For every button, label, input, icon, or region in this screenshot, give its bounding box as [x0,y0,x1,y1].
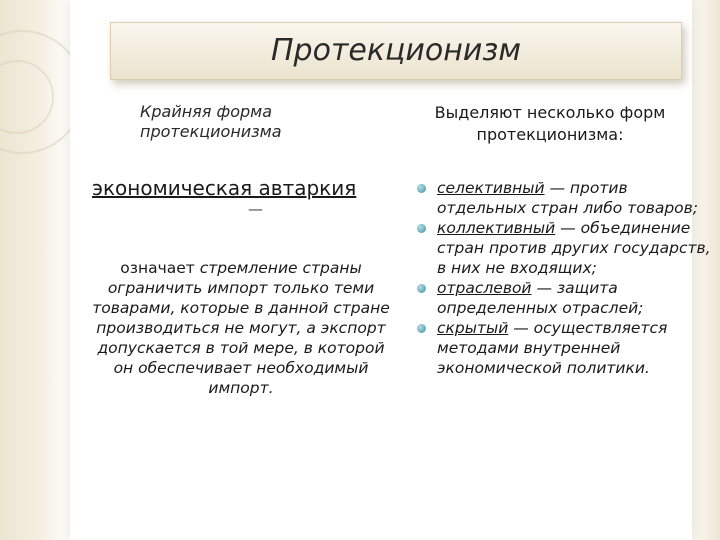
form-description: — против отдельных стран либо товаров; [437,179,699,217]
bullet-icon [417,324,426,333]
bullet-icon [417,224,426,233]
title-bar [110,22,682,80]
list-item [415,318,715,378]
form-description: — объединение стран против других государств, в них не входящих; [437,219,711,277]
form-term: отраслевой [437,279,532,297]
slide-title: Протекционизм [271,33,521,68]
left-column-heading: Крайняя форма протекционизма [140,102,282,141]
right-column-heading: Выделяют несколько форм протекционизма: [434,103,666,144]
definition-lead: означает [120,259,200,277]
protectionism-forms-list [415,178,715,378]
definition-text: стремление страны ограничить импорт только теми товарами, которые в данной стране производиться не могут, а экспорт допускается в той мере, в которой он обеспечивает необходимый импорт. [92,259,390,397]
term-dash: — [248,200,263,218]
form-term: коллективный [437,219,556,237]
form-description: — защита определенных отраслей; [437,279,644,317]
form-term: селективный [437,179,545,197]
list-item [415,178,715,218]
bullet-icon [417,184,426,193]
bullet-icon [417,284,426,293]
autarky-term: экономическая автаркия [92,176,357,200]
form-description: — осуществляется методами внутренней экономической политики. [437,319,668,377]
autarky-definition [92,258,390,398]
form-term: скрытый [437,319,509,337]
list-item [415,218,715,278]
list-item [415,278,715,318]
